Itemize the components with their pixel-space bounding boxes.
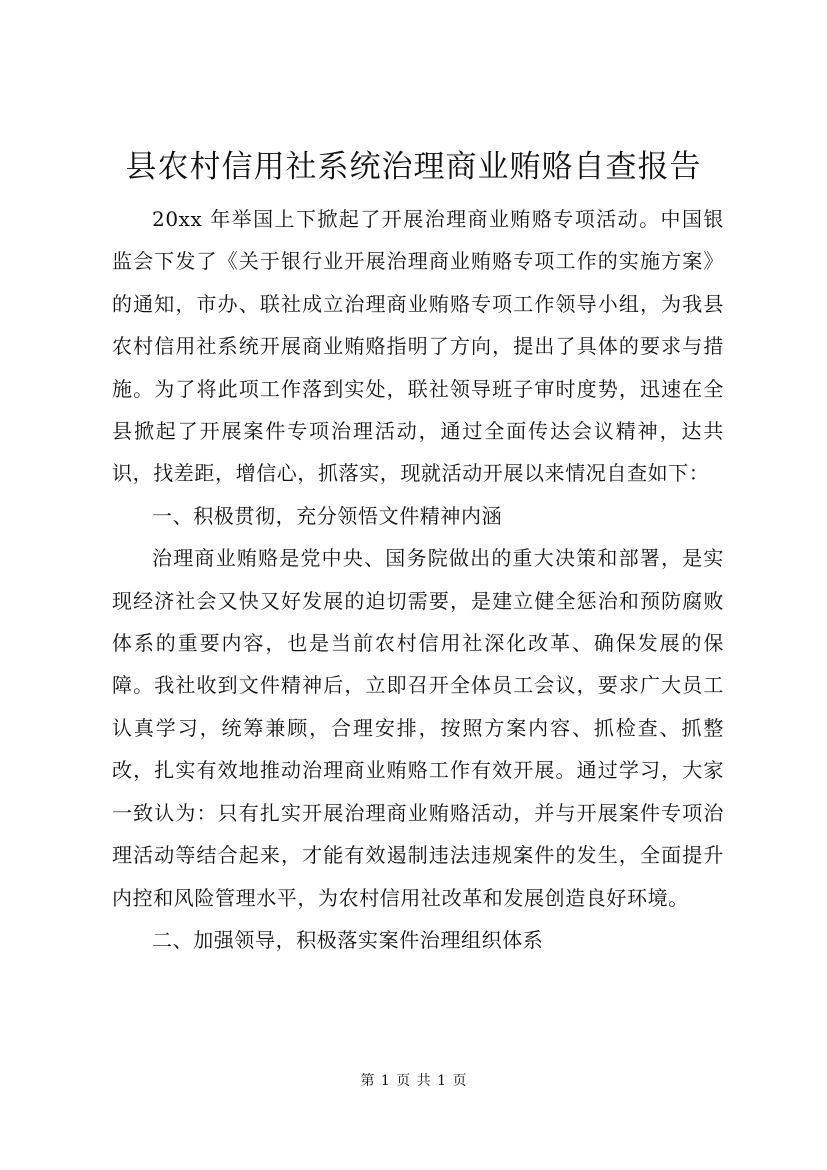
section-heading-1: 一、积极贯彻，充分领悟文件精神内涵 (152, 503, 503, 528)
section-1-paragraph: 治理商业贿赂是党中央、国务院做出的重大决策和部署，是实现经济社会又快又好发展的迫切需要，是建立健全惩治和预防腐败体系的重要内容，也是当前农村信用社深化改革、确保发展的保障。我社收到文件精神后，立即召开全体员工会议，要求广大员工认真学习，统筹兼顾，合理安排，按照方案内容、抓检查、抓整改，扎实有效地推动治理商业贿赂工作有效开展。通过学习，大家一致认为：只有扎实开展治理商业贿赂活动，并与开展案件专项治理活动等结合起来，才能有效遏制违法违规案件的发生，全面提升内控和风险管理水平，为农村信用社改革和发展创造良好环境。 (112, 546, 724, 910)
section-heading-2: 二、加强领导，积极落实案件治理组织体系 (152, 927, 544, 952)
document-body (112, 198, 724, 961)
page-footer: 第 1 页 共 1 页 (360, 1073, 467, 1089)
document-title: 县农村信用社系统治理商业贿赂自查报告 (125, 149, 702, 185)
intro-paragraph: 20xx 年举国上下掀起了开展治理商业贿赂专项活动。中国银监会下发了《关于银行业开展治理商业贿赂专项工作的实施方案》的通知，市办、联社成立治理商业贿赂专项工作领导小组，为我县农村信用社系统开展商业贿赂指明了方向，提出了具体的要求与措施。为了将此项工作落到实处，联社领导班子审时度势，迅速在全县掀起了开展案件专项治理活动，通过全面传达会议精神，达共识，找差距，增信心，抓落实，现就活动开展以来情况自查如下： (112, 207, 724, 486)
